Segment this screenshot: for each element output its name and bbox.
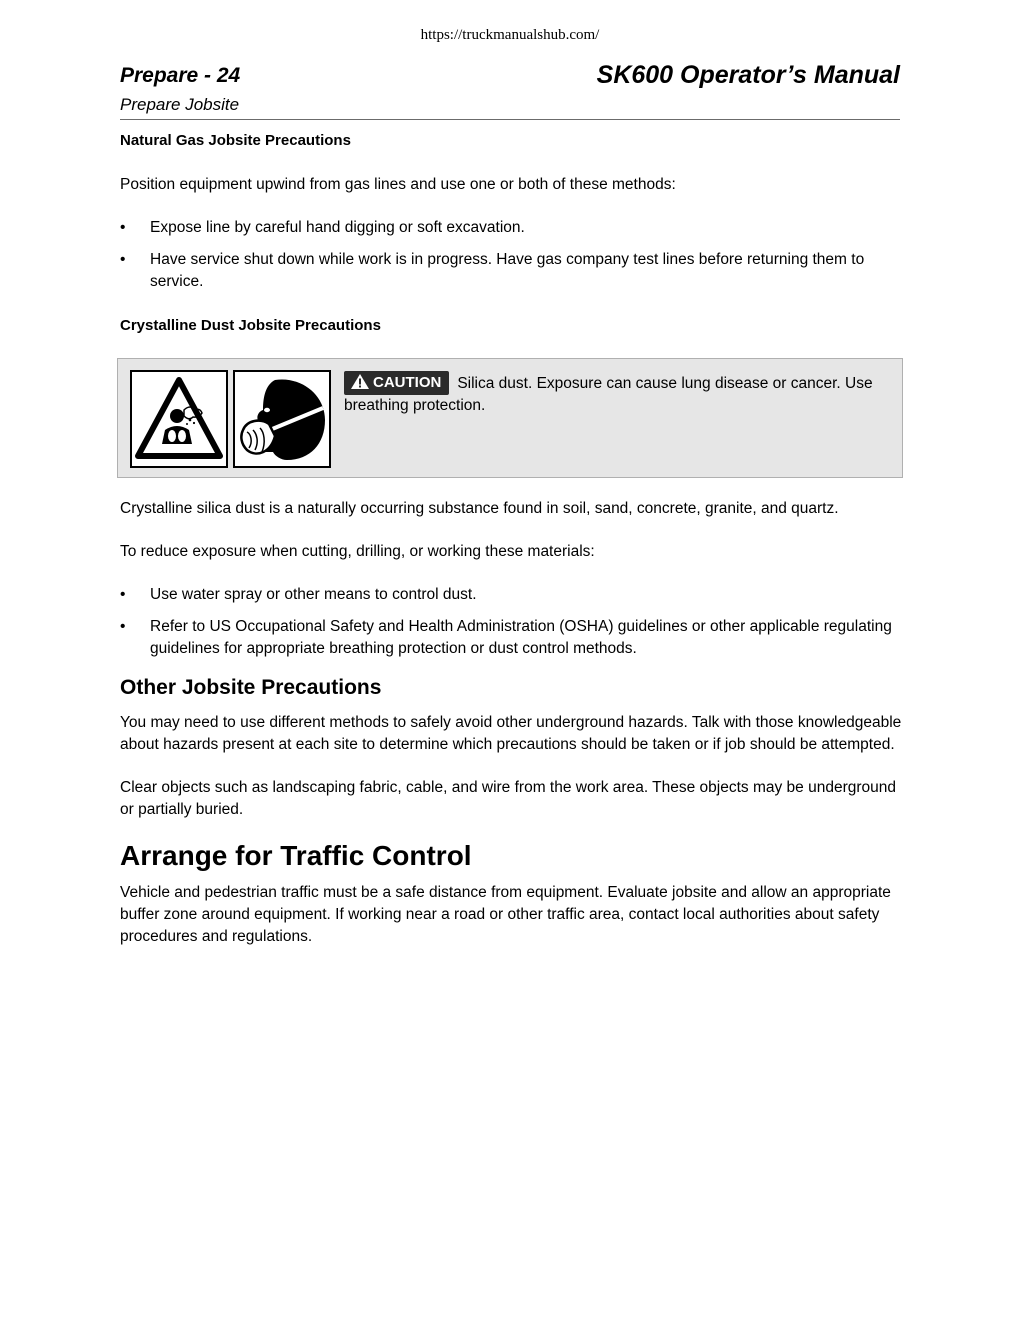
respirator-mask-icon — [233, 370, 331, 468]
crystalline-para-1: Crystalline silica dust is a naturally occurring substance found in soil, sand, concrete, granite, and quartz. — [120, 500, 839, 517]
safety-warning-box — [117, 358, 903, 478]
warning-triangle-icon — [350, 373, 370, 390]
manual-title: SK600 Operator’s Manual — [596, 61, 900, 89]
warning-text: Silica dust. Exposure can cause lung disease or cancer. Use breathing protection. — [344, 375, 873, 414]
source-url: https://truckmanualshub.com/ — [420, 27, 600, 43]
natural-gas-list — [120, 217, 902, 293]
page-label: Prepare - 24 — [120, 64, 241, 87]
other-para-1: You may need to use different methods to safely avoid other underground hazards. Talk with those knowledgeable about hazards present at each site to determine which precautions should be taken or if job should be attempted. — [120, 714, 902, 753]
bullet: • — [120, 586, 126, 603]
caution-badge: CAUTION — [344, 371, 449, 395]
header-divider — [120, 119, 900, 120]
list-item: • Expose line by careful hand digging or soft excavation. — [120, 217, 902, 239]
bullet: • — [120, 251, 126, 268]
list-item: • Use water spray or other means to control dust. — [120, 584, 902, 606]
warning-message — [344, 371, 894, 417]
traffic-para: Vehicle and pedestrian traffic must be a safe distance from equipment. Evaluate jobsite and allow an appropriate buffer zone around equipment. If working near a road or other traffic area, contact local authorities about safety procedures and regulations. — [120, 884, 891, 945]
natural-gas-heading: Natural Gas Jobsite Precautions — [120, 132, 351, 149]
traffic-control-heading: Arrange for Traffic Control — [120, 840, 472, 871]
other-precautions-heading: Other Jobsite Precautions — [120, 676, 382, 699]
section-title: Prepare Jobsite — [120, 95, 240, 114]
crystalline-para-2: To reduce exposure when cutting, drilling, or working these materials: — [120, 543, 595, 560]
natural-gas-intro: Position equipment upwind from gas lines and use one or both of these methods: — [120, 176, 676, 193]
other-para-2: Clear objects such as landscaping fabric, cable, and wire from the work area. These objects may be underground or partially buried. — [120, 779, 896, 818]
list-item: • Have service shut down while work is in progress. Have gas company test lines before returning them to service. — [120, 251, 865, 290]
bullet: • — [120, 219, 126, 236]
bullet: • — [120, 618, 126, 635]
crystalline-heading: Crystalline Dust Jobsite Precautions — [120, 317, 381, 334]
inhalation-hazard-icon — [130, 370, 228, 468]
crystalline-list — [120, 584, 902, 660]
list-item: • Refer to US Occupational Safety and Health Administration (OSHA) guidelines or other applicable regulating guidelines for appropriate breathing protection or dust control methods. — [120, 618, 892, 657]
page-content — [120, 130, 902, 948]
